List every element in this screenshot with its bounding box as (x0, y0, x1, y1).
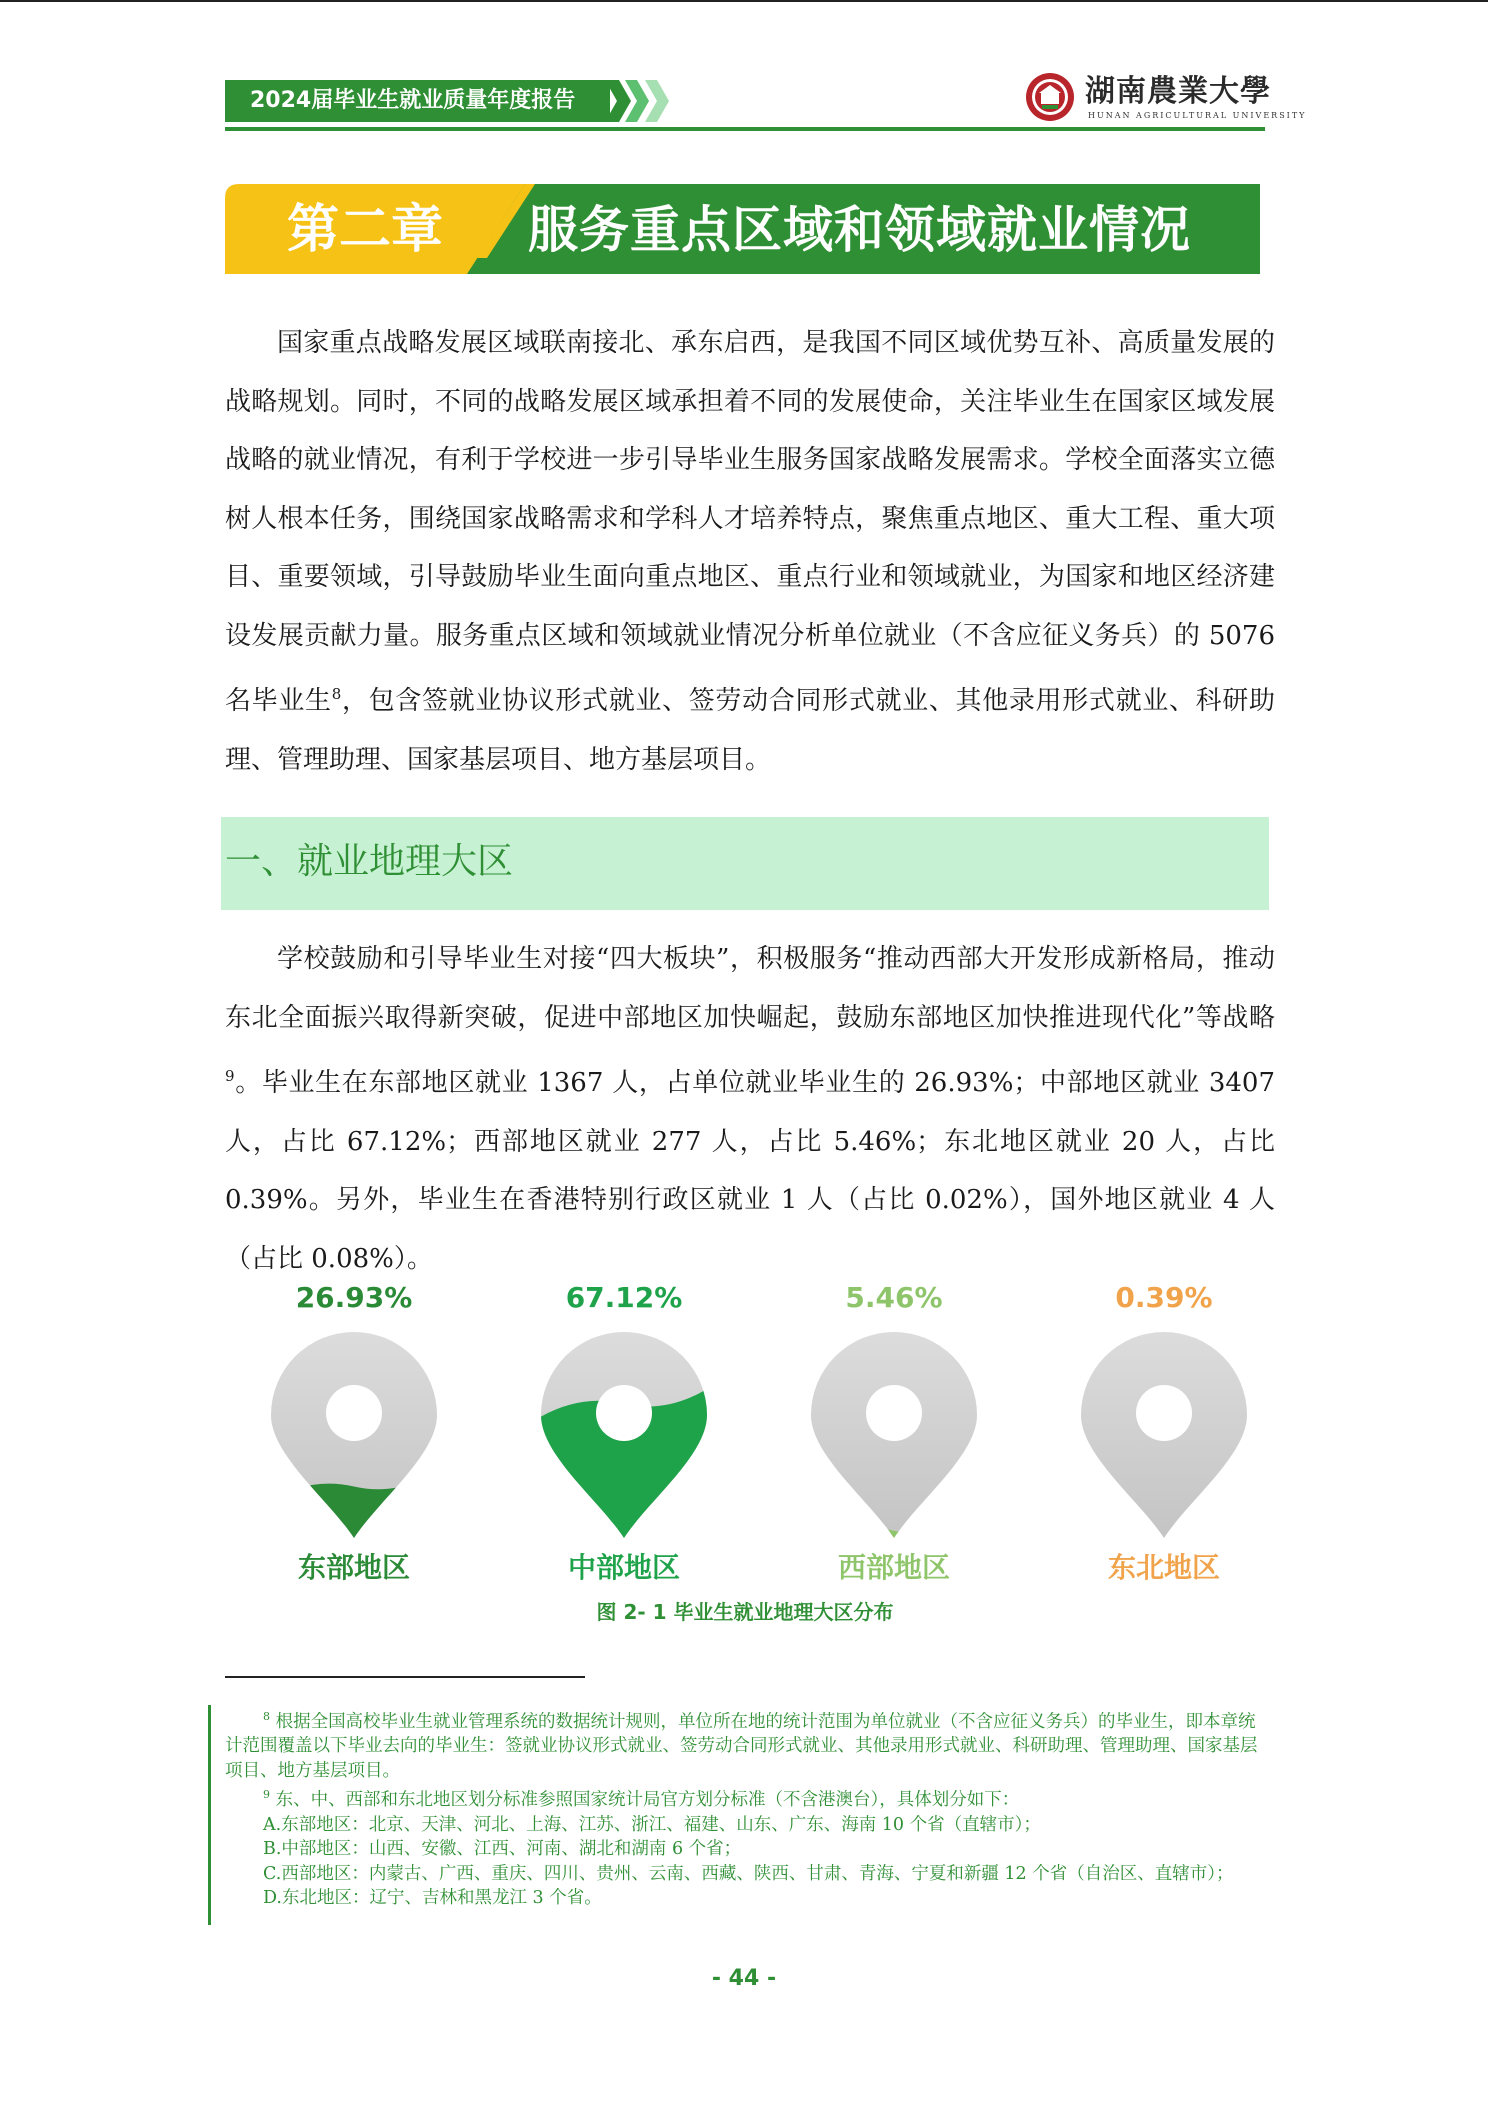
footnote-8 (225, 1705, 1265, 1783)
footnote-8-mark: 8 (263, 1710, 270, 1723)
footnote-ref-8[interactable]: 8 (331, 685, 342, 703)
intro-text-2: ，包含签就业协议形式就业、签劳动合同形式就业、其他录用形式就业、科研助理、管理助理、国家基层项目、地方基层项目。 (225, 686, 1275, 775)
footnote-ref-9[interactable]: 9 (225, 1067, 235, 1085)
chart-value-label: 67.12% (565, 1281, 683, 1314)
location-pin-icon (809, 1330, 979, 1540)
footnote-rule (225, 1676, 585, 1678)
chapter-number: 第二章 (286, 200, 443, 260)
university-name: 湖南農業大學 (1085, 74, 1271, 109)
page-number: - 44 - (711, 1966, 777, 1991)
chart-category-label: 西部地区 (837, 1551, 950, 1584)
footnote-9-d: D.东北地区：辽宁、吉林和黑龙江 3 个省。 (263, 1888, 602, 1909)
section-text-1: 学校鼓励和引导毕业生对接“四大板块”，积极服务“推动西部大开发形成新格局，推动东北全面振兴取得新突破，促进中部地区加快崛起，鼓励东部地区加快推进现代化”等战略 (225, 944, 1275, 1033)
chart-value-label: 5.46% (845, 1281, 943, 1314)
location-pin-icon (539, 1330, 709, 1540)
pin-hole (866, 1385, 922, 1441)
chart-category-label: 中部地区 (567, 1551, 680, 1584)
location-pin-icon (269, 1330, 439, 1540)
pin-hole (1136, 1385, 1192, 1441)
report-title: 2024届毕业生就业质量年度报告 (250, 88, 576, 113)
intro-paragraph (225, 314, 1275, 789)
chart-category-label: 东部地区 (297, 1551, 410, 1584)
header-chevron-icon (605, 80, 675, 122)
page-top-border (0, 0, 1488, 2)
footnotes (225, 1705, 1265, 1911)
pin-hole (326, 1385, 382, 1441)
footnote-8-text: 根据全国高校毕业生就业管理系统的数据统计规则，单位所在地的统计范围为单位就业（不含应征义务兵）的毕业生，即本章统计范围覆盖以下毕业去向的毕业生：签就业协议形式就业、签劳动合同形式就业、其他录用形式就业、科研助理、管理助理、国家基层项目、地方基层项目。 (225, 1711, 1258, 1781)
footnote-9-c: C.西部地区：内蒙古、广西、重庆、四川、贵州、云南、西藏、陕西、甘肃、青海、宁夏和新疆 12 个省（自治区、直辖市）； (263, 1863, 1234, 1884)
footnote-9-mark: 9 (263, 1788, 270, 1802)
intro-text-1: 国家重点战略发展区域联南接北、承东启西，是我国不同区域优势互补、高质量发展的战略规划。同时，不同的战略发展区域承担着不同的发展使命，关注毕业生在国家区域发展战略的就业情况，有利于学校进一步引导毕业生服务国家战略发展需求。学校全面落实立德树人根本任务，围绕国家战略需求和学科人才培养特点，聚焦重点地区、重大工程、重大项目、重要领域，引导鼓励毕业生面向重点地区、重点行业和领域就业，为国家和地区经济建设发展贡献力量。服务重点区域和领域就业情况分析单位就业（不含应征义务兵）的 5076 名毕业生 (225, 328, 1275, 716)
header-rule (225, 127, 1265, 131)
chapter-title: 服务重点区域和领域就业情况 (528, 201, 1191, 259)
university-english-name: HUNAN AGRICULTURAL UNIVERSITY (1088, 111, 1307, 120)
location-pin-icon (1079, 1330, 1249, 1540)
university-seal-icon (1025, 72, 1075, 122)
chart-value-label: 0.39% (1115, 1281, 1213, 1314)
pin-hole (596, 1385, 652, 1441)
chart-category-label: 东北地区 (1107, 1551, 1220, 1584)
section-paragraph (225, 930, 1275, 1288)
footnote-9-text: 东、中、西部和东北地区划分标准参照国家统计局官方划分标准（不含港澳台），具体划分如下： (270, 1790, 1020, 1811)
figure-caption: 图 2- 1 毕业生就业地理大区分布 (596, 1600, 894, 1624)
footnote-9 (225, 1783, 1265, 1812)
footnote-side-bar (208, 1705, 211, 1925)
footnote-9-b: B.中部地区：山西、安徽、江西、河南、湖北和湖南 6 个省； (263, 1839, 742, 1860)
footnote-9-a: A.东部地区：北京、天津、河北、上海、江苏、浙江、福建、山东、广东、海南 10 个省（直辖市）； (263, 1814, 1041, 1835)
section-text-2: 。毕业生在东部地区就业 1367 人，占单位就业毕业生的 26.93%；中部地区就业 3407 人，占比 67.12%；西部地区就业 277 人，占比 5.46%；东北地区就业 20 人，占比 0.39%。另外，毕业生在香港特别行政区就业 1 人（占比 0.02%），国外地区就业 4 人（占比 0.08%）。 (225, 1068, 1275, 1274)
section-title: 一、就业地理大区 (225, 841, 514, 882)
chart-value-label: 26.93% (295, 1281, 413, 1314)
